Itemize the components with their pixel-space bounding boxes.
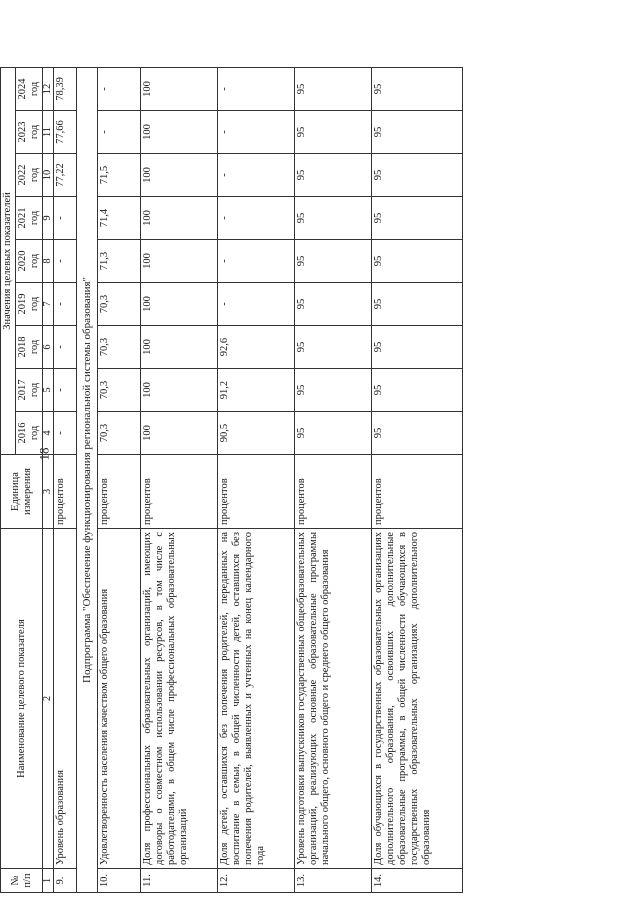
value-cell: 95 xyxy=(295,154,372,197)
column-number: 5 xyxy=(43,369,54,412)
column-number: 6 xyxy=(43,326,54,369)
unit-cell: процентов xyxy=(98,455,141,529)
value-cell: - xyxy=(218,240,295,283)
value-cell: 77,22 xyxy=(54,154,77,197)
subprogram-row xyxy=(77,67,98,892)
value-cell: 100 xyxy=(141,197,218,240)
value-cell: 92,6 xyxy=(218,326,295,369)
value-cell: - xyxy=(54,412,77,455)
value-cell: 100 xyxy=(141,369,218,412)
header-year: 2016 год xyxy=(16,412,43,455)
row-number: 10. xyxy=(98,869,141,893)
value-cell: 95 xyxy=(295,197,372,240)
row-number: 13. xyxy=(295,869,372,893)
value-cell: - xyxy=(54,197,77,240)
unit-cell: процентов xyxy=(141,455,218,529)
column-number: 9 xyxy=(43,197,54,240)
value-cell: 100 xyxy=(141,111,218,154)
value-cell: 95 xyxy=(372,240,463,283)
value-cell: 95 xyxy=(295,67,372,110)
target-indicators-table xyxy=(0,67,463,893)
value-cell: 95 xyxy=(372,67,463,110)
value-cell: 91,2 xyxy=(218,369,295,412)
value-cell: 70,3 xyxy=(98,412,141,455)
header-year: 2024 год xyxy=(16,67,43,110)
column-number: 4 xyxy=(43,412,54,455)
header-year: 2022 год xyxy=(16,154,43,197)
table-row xyxy=(218,67,295,892)
header-unit: Единица измерения xyxy=(1,455,43,529)
table-row xyxy=(54,67,77,892)
table-body xyxy=(54,67,463,892)
value-cell: 100 xyxy=(141,326,218,369)
header-name: Наименование целевого показателя xyxy=(1,529,43,869)
rotated-table-container xyxy=(0,68,615,893)
value-cell: - xyxy=(54,326,77,369)
table-row xyxy=(141,67,218,892)
header-year: 2017 год xyxy=(16,369,43,412)
value-cell: - xyxy=(218,283,295,326)
unit-cell: процентов xyxy=(372,455,463,529)
value-cell: - xyxy=(54,283,77,326)
indicator-name: Уровень подготовки выпускников государственных общеобразовательных организаций, реализующих основные образовательные программы начального общего, основного общего и среднего общего образования xyxy=(295,529,372,869)
column-number: 2 xyxy=(43,529,54,869)
unit-cell: процентов xyxy=(54,455,77,529)
value-cell: 95 xyxy=(295,240,372,283)
unit-cell: процентов xyxy=(218,455,295,529)
header-year: 2020 год xyxy=(16,240,43,283)
value-cell: - xyxy=(54,240,77,283)
value-cell: 95 xyxy=(372,197,463,240)
value-cell: 95 xyxy=(372,412,463,455)
row-number: 9. xyxy=(54,869,77,893)
header-year: 2023 год xyxy=(16,111,43,154)
header-year: 2021 год xyxy=(16,197,43,240)
header-year: 2019 год xyxy=(16,283,43,326)
value-cell: 100 xyxy=(141,240,218,283)
value-cell: 95 xyxy=(295,283,372,326)
value-cell: 95 xyxy=(372,283,463,326)
value-cell: 70,3 xyxy=(98,369,141,412)
value-cell: 95 xyxy=(295,369,372,412)
value-cell: 78,39 xyxy=(54,67,77,110)
value-cell: 95 xyxy=(372,326,463,369)
column-number: 8 xyxy=(43,240,54,283)
table-row xyxy=(372,67,463,892)
indicator-name: Удовлетворенность населения качеством общего образования xyxy=(98,529,141,869)
column-number: 12 xyxy=(43,67,54,110)
row-number: 12. xyxy=(218,869,295,893)
value-cell: 90,5 xyxy=(218,412,295,455)
value-cell: - xyxy=(218,67,295,110)
row-number: 14. xyxy=(372,869,463,893)
value-cell: 71,5 xyxy=(98,154,141,197)
value-cell: 70,3 xyxy=(98,326,141,369)
indicator-name: Доля профессиональных образовательных организаций, имеющих договоры о совместном использовании ресурсов, в том числе с работодателями, в общем числе профессиональных образовательных организаций xyxy=(141,529,218,869)
subprogram-title: Подпрограмма "Обеспечение функционирования региональной системы образования" xyxy=(77,67,98,892)
column-number: 10 xyxy=(43,154,54,197)
value-cell: - xyxy=(98,111,141,154)
value-cell: 71,3 xyxy=(98,240,141,283)
column-number: 7 xyxy=(43,283,54,326)
value-cell: 95 xyxy=(295,412,372,455)
page-number: 18 xyxy=(36,447,52,461)
unit-cell: процентов xyxy=(295,455,372,529)
table-row xyxy=(98,67,141,892)
value-cell: 95 xyxy=(372,154,463,197)
value-cell: 71,4 xyxy=(98,197,141,240)
value-cell: - xyxy=(98,67,141,110)
value-cell: - xyxy=(218,197,295,240)
row-number: 11. xyxy=(141,869,218,893)
value-cell: 100 xyxy=(141,154,218,197)
indicator-name: Доля детей, оставшихся без попечения родителей, переданных на воспитание в семьи, в общей численности детей, оставшихся без попечения родителей, выявленных и учтенных на конец календарного года xyxy=(218,529,295,869)
value-cell: 95 xyxy=(372,369,463,412)
indicator-name: Уровень образования xyxy=(54,529,77,869)
value-cell: - xyxy=(218,111,295,154)
column-number: 1 xyxy=(43,869,54,893)
value-cell: 100 xyxy=(141,412,218,455)
value-cell: 77,66 xyxy=(54,111,77,154)
value-cell: - xyxy=(54,369,77,412)
header-values-group: Значения целевых показателей xyxy=(1,67,16,454)
header-num: № п/п xyxy=(1,869,43,893)
table-row xyxy=(295,67,372,892)
value-cell: 95 xyxy=(372,111,463,154)
value-cell: 95 xyxy=(295,326,372,369)
value-cell: 100 xyxy=(141,67,218,110)
value-cell: 70,3 xyxy=(98,283,141,326)
indicator-name: Доля обучающихся в государственных образовательных организациях дополнительного образования, освоивших дополнительные образовательные программы, в общей численности обучающихся в государственных образовательных организациях дополнительного образования xyxy=(372,529,463,869)
value-cell: - xyxy=(218,154,295,197)
header-year: 2018 год xyxy=(16,326,43,369)
column-number: 11 xyxy=(43,111,54,154)
column-number: 3 xyxy=(43,455,54,529)
value-cell: 95 xyxy=(295,111,372,154)
value-cell: 100 xyxy=(141,283,218,326)
